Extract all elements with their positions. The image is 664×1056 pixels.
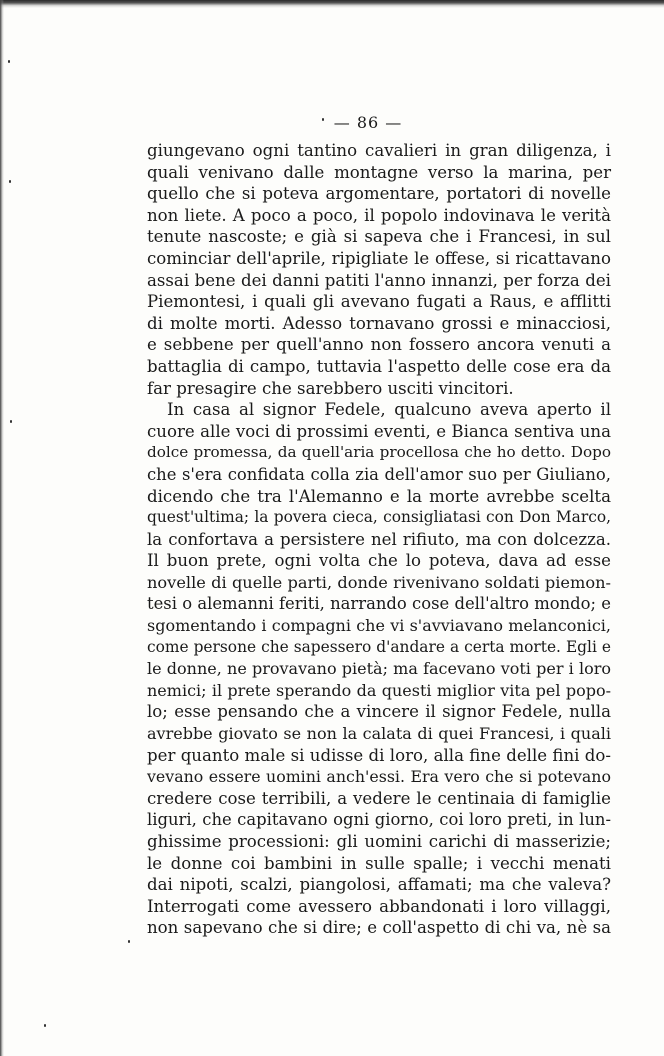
text-line: Il buon prete, ogni volta che lo poteva, dava ad esse bbox=[147, 551, 611, 571]
text-line: Piemontesi, i quali gli avevano fugati a Raus, e afflitti bbox=[147, 292, 611, 312]
text-line: novelle di quelle parti, donde rivenivano soldati piemon- bbox=[147, 572, 611, 592]
text-line: tenute nascoste; e già si sapeva che i Francesi, in sul bbox=[147, 227, 611, 247]
text-line: credere cose terribili, a vedere le centinaia di famiglie bbox=[147, 788, 611, 808]
text-line: ghissime processioni: gli uomini carichi di masserizie; bbox=[147, 832, 611, 851]
scan-speck bbox=[10, 420, 12, 423]
text-line: giungevano ogni tantino cavalieri in gran diligenza, i bbox=[147, 141, 611, 160]
text-line: di molte morti. Adesso tornavano grossi e minacciosi, bbox=[147, 313, 611, 333]
text-line: quali venivano dalle montagne verso la marina, per bbox=[147, 162, 611, 182]
text-line: cuore alle voci di prossimi eventi, e Bianca sentiva una bbox=[147, 421, 611, 441]
text-line: quest'ultima; la povera cieca, consigliatasi con Don Marco, bbox=[147, 508, 611, 527]
text-line: sgomentando i compagni che vi s'avviavano melanconici, bbox=[147, 616, 611, 636]
scan-speck bbox=[128, 940, 130, 943]
text-line: far presagire che sarebbero usciti vincitori. bbox=[147, 378, 514, 398]
text-line: come persone che sapessero d'andare a certa morte. Egli e bbox=[147, 637, 611, 656]
text-line: Interrogati come avessero abbandonati i loro villaggi, bbox=[147, 896, 611, 916]
text-line: tesi o alemanni feriti, narrando cose dell'altro mondo; e bbox=[147, 594, 611, 614]
text-line: assai bene dei danni patiti l'anno innanzi, per forza dei bbox=[147, 270, 611, 290]
text-line: nemici; il prete sperando da questi miglior vita pel popo- bbox=[147, 680, 611, 700]
text-line: che s'era confidata colla zia dell'amor suo per Giuliano, bbox=[147, 464, 611, 484]
text-line: la confortava a persistere nel rifiuto, ma con dolcezza. bbox=[147, 529, 611, 549]
text-line: cominciar dell'aprile, ripigliate le offese, si ricattavano bbox=[147, 248, 611, 268]
body-text bbox=[147, 140, 611, 939]
text-line: lo; esse pensando che a vincere il signor Fedele, nulla bbox=[147, 702, 611, 722]
text-line: quello che si poteva argomentare, portatori di novelle bbox=[147, 184, 611, 204]
text-line: dai nipoti, scalzi, piangolosi, affamati; ma che valeva? bbox=[147, 875, 611, 895]
text-line: vevano essere uomini anch'essi. Era vero che si potevano bbox=[147, 767, 611, 787]
page-number: — 86 — bbox=[333, 113, 403, 132]
text-line: In casa al signor Fedele, qualcuno aveva aperto il bbox=[167, 400, 611, 420]
text-line: per quanto male si udisse di loro, alla fine delle fini do- bbox=[147, 745, 611, 765]
scan-speck bbox=[9, 180, 11, 183]
text-line: avrebbe giovato se non la calata di quei Francesi, i quali bbox=[147, 724, 611, 744]
text-line: non sapevano che si dire; e coll'aspetto di chi va, nè sa bbox=[147, 918, 611, 938]
text-line: non liete. A poco a poco, il popolo indovinava le verità bbox=[147, 205, 611, 225]
scan-speck bbox=[44, 1024, 46, 1027]
scan-speck bbox=[8, 60, 10, 63]
scan-left-edge bbox=[0, 0, 4, 1056]
text-line: liguri, che capitavano ogni giorno, coi loro preti, in lun- bbox=[147, 810, 611, 830]
text-line: le donne, ne provavano pietà; ma facevano voti per i loro bbox=[147, 659, 611, 679]
text-line: dolce promessa, da quell'aria procellosa che ho detto. Dopo bbox=[147, 443, 611, 462]
scan-top-edge bbox=[0, 0, 664, 8]
text-line: battaglia di campo, tuttavia l'aspetto delle cose era da bbox=[147, 356, 611, 376]
text-line: dicendo che tra l'Alemanno e la morte avrebbe scelta bbox=[147, 486, 611, 506]
text-line: le donne coi bambini in sulle spalle; i vecchi menati bbox=[147, 853, 611, 873]
text-line: e sebbene per quell'anno non fossero ancora venuti a bbox=[147, 335, 611, 355]
